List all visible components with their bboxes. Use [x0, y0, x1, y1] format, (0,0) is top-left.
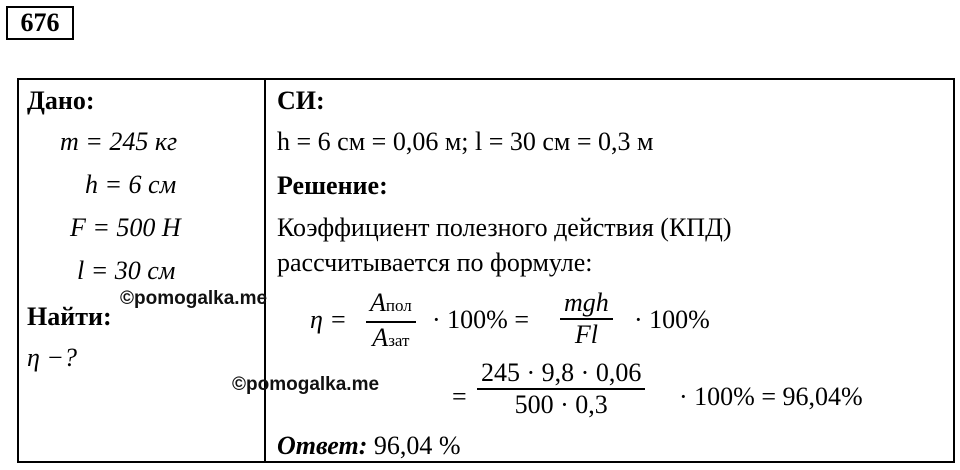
given-height: h = 6 см — [85, 170, 177, 199]
watermark: ©pomogalka.me — [232, 374, 380, 395]
given-mass: m = 245 кг — [60, 127, 178, 156]
find-heading: Найти: — [27, 302, 112, 331]
solution-text-1: Коэффициент полезного действия (КПД) — [277, 213, 732, 242]
solution-text-2: рассчитывается по формуле: — [277, 248, 593, 277]
calc-result: · 100% = 96,04% — [679, 382, 863, 411]
column-divider — [264, 78, 266, 463]
mgh-numerator: mgh — [564, 288, 609, 317]
calc-denominator: 500 · 0,3 — [514, 390, 608, 419]
calc-numerator: 245 · 9,8 · 0,06 — [481, 358, 642, 387]
find-eta: η −? — [27, 343, 77, 372]
useful-work-symbol: A — [370, 288, 386, 317]
watermark: ©pomogalka.me — [120, 288, 268, 309]
useful-work-subscript: пол — [385, 296, 412, 315]
work-ratio-fraction — [366, 288, 416, 356]
equals-sign: = — [452, 382, 467, 411]
given-force: F = 500 Н — [70, 213, 181, 242]
si-heading: СИ: — [277, 86, 325, 115]
solution-heading: Решение: — [277, 171, 388, 200]
fl-denominator: Fl — [574, 320, 598, 349]
problem-number: 676 — [6, 6, 74, 40]
answer-value: 96,04 % — [373, 431, 461, 460]
mgh-fraction — [560, 288, 613, 350]
si-conversions: h = 6 см = 0,06 м; l = 30 см = 0,3 м — [277, 127, 654, 156]
given-length: l = 30 см — [77, 256, 176, 285]
answer-label: Ответ: — [277, 431, 368, 460]
calculation-fraction — [477, 358, 645, 420]
eta-equals: η = — [310, 305, 347, 334]
total-work-subscript: зат — [388, 331, 410, 350]
times-100-second: · 100% — [634, 305, 710, 334]
given-heading: Дано: — [27, 86, 95, 115]
total-work-symbol: A — [372, 323, 389, 352]
answer-line — [277, 431, 461, 461]
times-100-first: · 100% = — [432, 305, 529, 334]
